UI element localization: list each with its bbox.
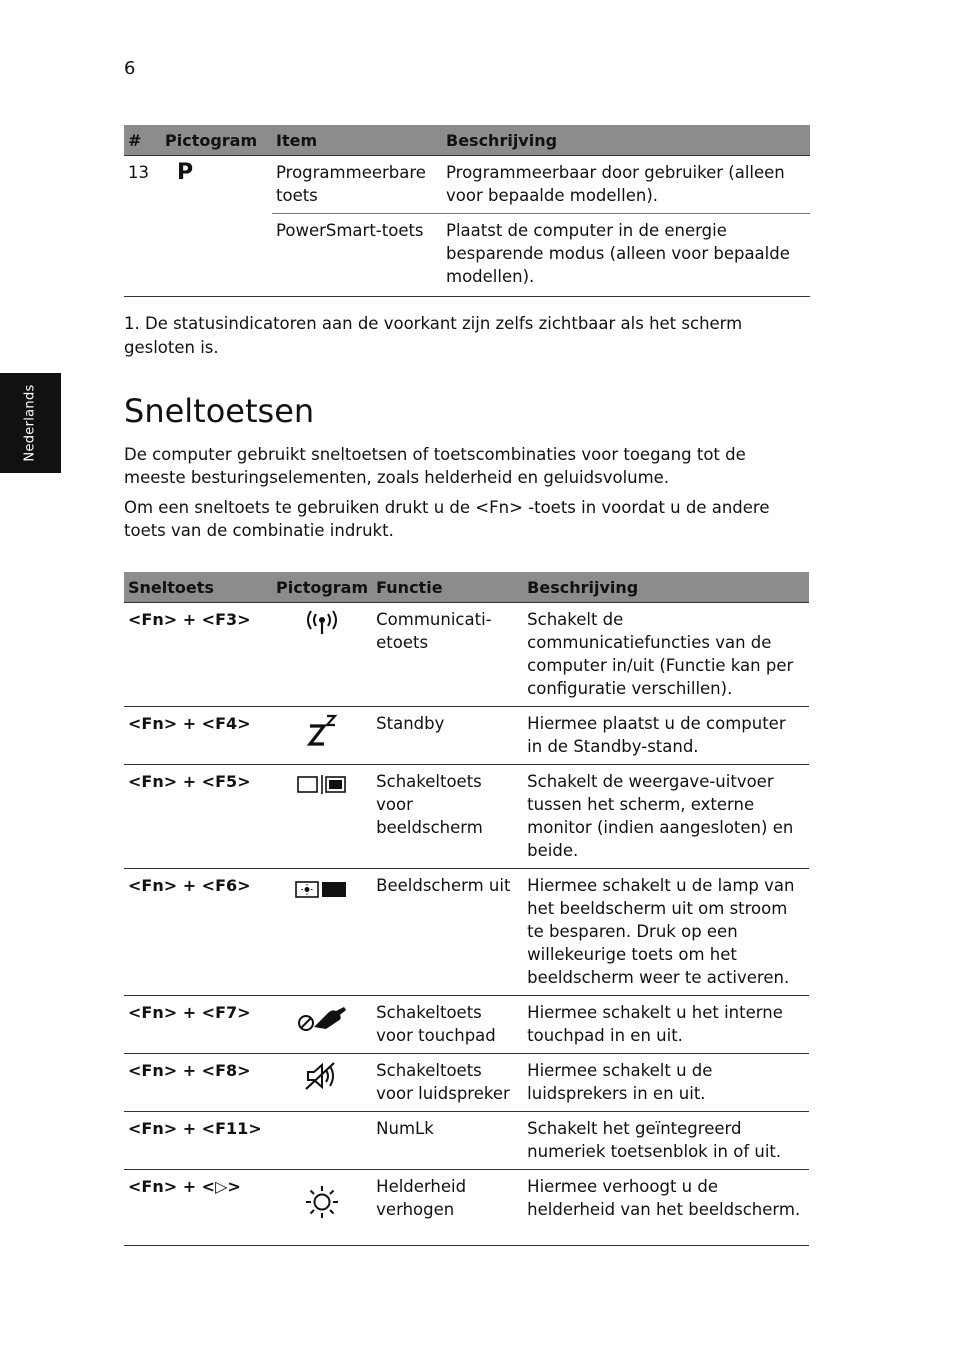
function-cell: NumLk [376, 1119, 434, 1138]
hotkey-cell: <Fn> + <F5> [128, 772, 251, 791]
icon-table [124, 125, 810, 297]
desc-cell: Plaatst de computer in de energie besparende modus (alleen voor bepaalde modellen). [446, 221, 790, 286]
hotkey-cell: <Fn> + <F8> [128, 1061, 251, 1080]
function-cell: Helderheid verhogen [376, 1177, 467, 1219]
item-cell: Programmeerbare toets [272, 156, 442, 214]
page-number: 6 [124, 58, 136, 79]
function-cell: Schakeltoets voor touchpad [376, 1003, 496, 1045]
display-toggle-icon [294, 770, 350, 800]
intro-paragraph: De computer gebruikt sneltoetsen of toetscombinaties voor toegang tot de meeste besturingselementen, zoals helderheid en geluidsvolume. [124, 445, 746, 487]
hotkey-cell: <Fn> + <F4> [128, 714, 251, 733]
col-header: Beschrijving [442, 125, 810, 156]
table-row [124, 156, 810, 214]
desc-cell: Programmeerbaar door gebruiker (alleen voor bepaalde modellen). [442, 156, 810, 214]
desc-cell: Hiermee schakelt u het interne touchpad in en uit. [527, 1003, 783, 1045]
desc-cell: Schakelt de communicatiefuncties van de computer in/uit (Functie kan per configuratie verschillen). [527, 610, 794, 698]
desc-cell: Hiermee plaatst u de computer in de Standby-stand. [527, 714, 786, 756]
row-number: 13 [124, 156, 161, 297]
intro-paragraph-fn: Om een sneltoets te gebruiken drukt u de <Fn> -toets in voordat u de andere toets van de combinatie indrukt. [124, 498, 770, 540]
sleep-zz-icon [302, 712, 342, 748]
desc-cell: Hiermee schakelt u de luidsprekers in en uit. [527, 1061, 713, 1103]
hotkey-cell: <Fn> + <▷> [128, 1177, 241, 1196]
hotkey-cell: <Fn> + <F3> [128, 610, 251, 629]
item-cell: PowerSmart-toets [276, 221, 424, 240]
hotkey-cell: <Fn> + <F7> [128, 1003, 251, 1022]
col-header: Sneltoets [124, 572, 272, 603]
hotkey-cell: <Fn> + <F6> [128, 876, 251, 895]
desc-cell: Hiermee schakelt u de lamp van het beeldscherm uit om stroom te besparen. Druk op een willekeurige toets om het beeldscherm weer te activeren. [527, 876, 795, 987]
function-cell: Standby [376, 714, 445, 733]
function-cell: Schakeltoets voor luidspreker [376, 1061, 510, 1103]
touchpad-toggle-icon [292, 1001, 352, 1035]
col-header: Pictogram [161, 125, 272, 156]
table-row [124, 1112, 809, 1170]
side-tab-label: Nederlands [22, 384, 38, 462]
function-cell: Schakeltoets voor beeldscherm [376, 772, 483, 837]
table-row [124, 707, 809, 765]
table-row [124, 765, 809, 869]
p-letter-icon: P [177, 160, 194, 185]
footnote: 1. De statusindicatoren aan de voorkant zijn zelfs zichtbaar als het scherm gesloten is. [124, 314, 743, 357]
hotkey-table [124, 572, 809, 1246]
col-header: Beschrijving [523, 572, 809, 603]
brightness-up-icon [304, 1184, 340, 1220]
table-row [124, 869, 809, 996]
table-row [124, 996, 809, 1054]
desc-cell: Hiermee verhoogt u de helderheid van het beeldscherm. [527, 1177, 801, 1219]
desc-cell: Schakelt de weergave-uitvoer tussen het scherm, externe monitor (indien aangesloten) en beide. [527, 772, 794, 860]
col-header: Functie [372, 572, 523, 603]
table-row [124, 603, 809, 707]
desc-cell: Schakelt het geïntegreerd numeriek toetsenblok in of uit. [527, 1119, 782, 1161]
table-row [124, 1170, 809, 1246]
table-row [124, 1054, 809, 1112]
hotkey-cell: <Fn> + <F11> [128, 1119, 262, 1138]
col-header: Item [272, 125, 442, 156]
wireless-communication-icon [302, 608, 342, 640]
side-language-tab [0, 373, 61, 473]
col-header: Pictogram [272, 572, 372, 603]
function-cell: Beeldscherm uit [376, 876, 511, 895]
col-header: # [124, 125, 161, 156]
fn-key-label: <Fn> [475, 498, 523, 517]
speaker-mute-icon [300, 1059, 344, 1093]
function-cell: Communicati-etoets [376, 610, 492, 652]
screen-off-icon [292, 874, 352, 904]
section-title: Sneltoetsen [124, 392, 315, 430]
